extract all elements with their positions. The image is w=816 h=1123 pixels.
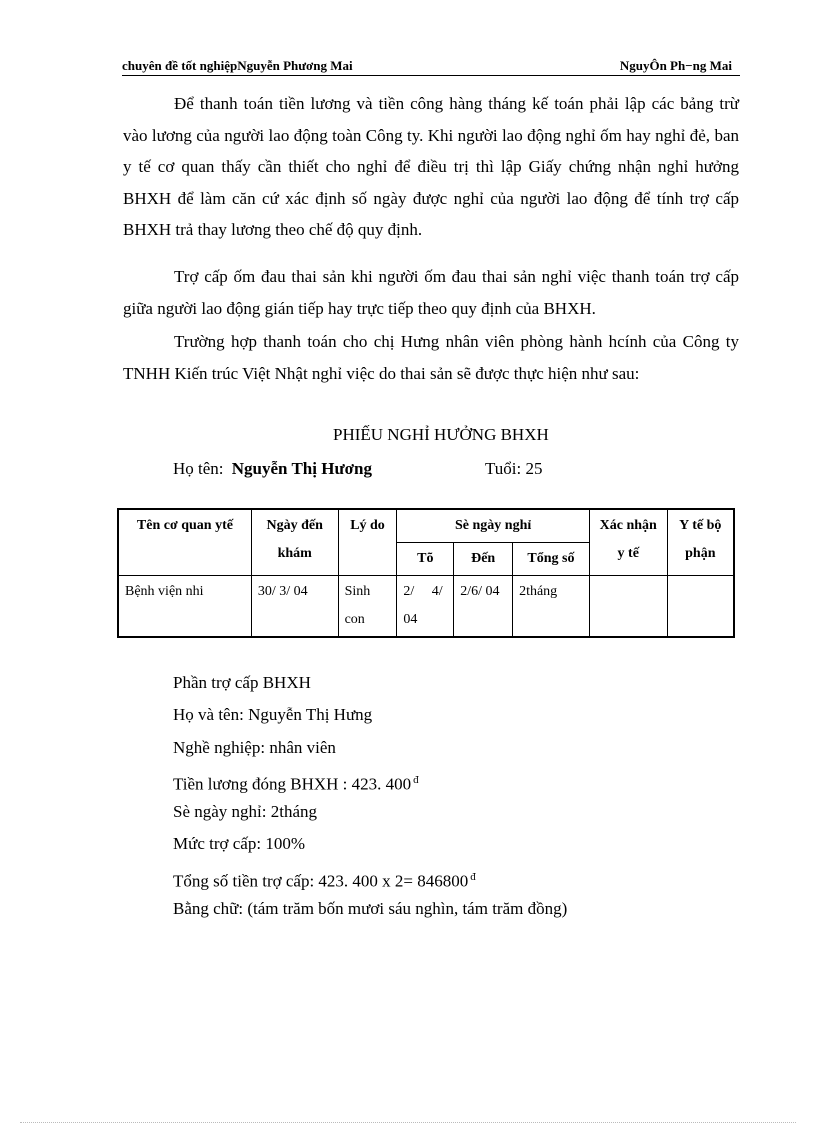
name-line — [173, 459, 372, 479]
cell-total: 2tháng — [513, 576, 590, 638]
header-from: Tõ — [397, 543, 454, 576]
header-reason: Lý do — [338, 509, 397, 576]
summary-rate: Mức trợ cấp: 100% — [173, 834, 305, 854]
header-exam-date: Ngày đến khám — [251, 509, 338, 576]
currency-mark: đ — [413, 773, 419, 786]
header-left-text: chuyên đề tốt nghiệpNguyễn Phương Mai — [122, 58, 353, 73]
header-right-text: NguyÔn Ph−ng Mai — [619, 58, 732, 73]
summary-in-words: Bằng chữ: (tám trăm bốn mươi sáu nghìn, tám trăm đồng) — [173, 899, 568, 919]
summary-occupation: Nghề nghiệp: nhân viên — [173, 737, 336, 757]
bhxh-table — [117, 508, 735, 638]
summary-full-name: Họ và tên: Nguyễn Thị Hưng — [173, 705, 373, 725]
table-row — [118, 576, 734, 638]
cell-reason: Sinh con — [338, 576, 397, 638]
cell-to: 2/6/ 04 — [454, 576, 513, 638]
cell-confirm — [589, 576, 667, 638]
cell-exam-date: 30/ 3/ 04 — [251, 576, 338, 638]
cell-from: 2/ 4/ 04 — [397, 576, 454, 638]
header-to: Đến — [454, 543, 513, 576]
summary-total: Tổng số tiền trợ cấp: 423. 400 x 2= 846800 — [173, 871, 469, 891]
summary-total-line — [173, 861, 567, 893]
page-header — [122, 55, 740, 76]
header-days-group: Sè ngày nghỉ — [397, 509, 589, 543]
paragraph-1: Để thanh toán tiền lương và tiền công hàng tháng kế toán phải lập các bảng trừ vào lương của người lao động toàn Công ty. Khi người lao động nghỉ ốm hay nghỉ đẻ, ban y tế cơ quan thấy cần thiết cho nghỉ để điều trị thì lập Giấy chứng nhận nghỉ hưởng BHXH để làm căn cứ xác định số ngày được nghỉ của người lao động để tính trợ cấp BHXH trả thay lương theo chế độ quy định. — [123, 94, 739, 239]
benefit-summary — [173, 667, 567, 925]
paragraph-3-block — [123, 326, 739, 389]
cell-dept — [667, 576, 734, 638]
summary-salary: Tiền lương đóng BHXH : 423. 400 — [173, 774, 412, 794]
form-title: PHIẾU NGHỈ HƯỞNG BHXH — [333, 425, 549, 444]
summary-days: Sè ngày nghỉ: 2tháng — [173, 802, 318, 822]
name-value: Nguyễn Thị Hương — [231, 459, 373, 478]
header-total: Tổng số — [513, 543, 590, 576]
paragraph-2-block — [123, 261, 739, 324]
summary-section-title: Phần trợ cấp BHXH — [173, 673, 311, 692]
header-dept: Y tế bộ phận — [667, 509, 734, 576]
table-header-row — [118, 509, 734, 543]
cell-agency: Bệnh viện nhi — [118, 576, 251, 638]
paragraph-1-block — [123, 88, 739, 246]
header-agency: Tên cơ quan ytế — [118, 509, 251, 576]
age-value: Tuổi: 25 — [485, 459, 543, 478]
paragraph-3: Trường hợp thanh toán cho chị Hưng nhân viên phòng hành hcính của Công ty TNHH Kiến trúc Việt Nhật nghỉ việc do thai sản sẽ được thực hiện như sau: — [123, 332, 739, 383]
currency-mark-total: đ — [470, 870, 476, 883]
summary-salary-line — [173, 764, 567, 796]
header-confirm: Xác nhận y tế — [589, 509, 667, 576]
paragraph-2: Trợ cấp ốm đau thai sản khi người ốm đau thai sản nghỉ việc thanh toán trợ cấp giữa người lao động gián tiếp hay trực tiếp theo quy định của BHXH. — [123, 267, 739, 318]
name-label: Họ tên: — [173, 459, 224, 478]
